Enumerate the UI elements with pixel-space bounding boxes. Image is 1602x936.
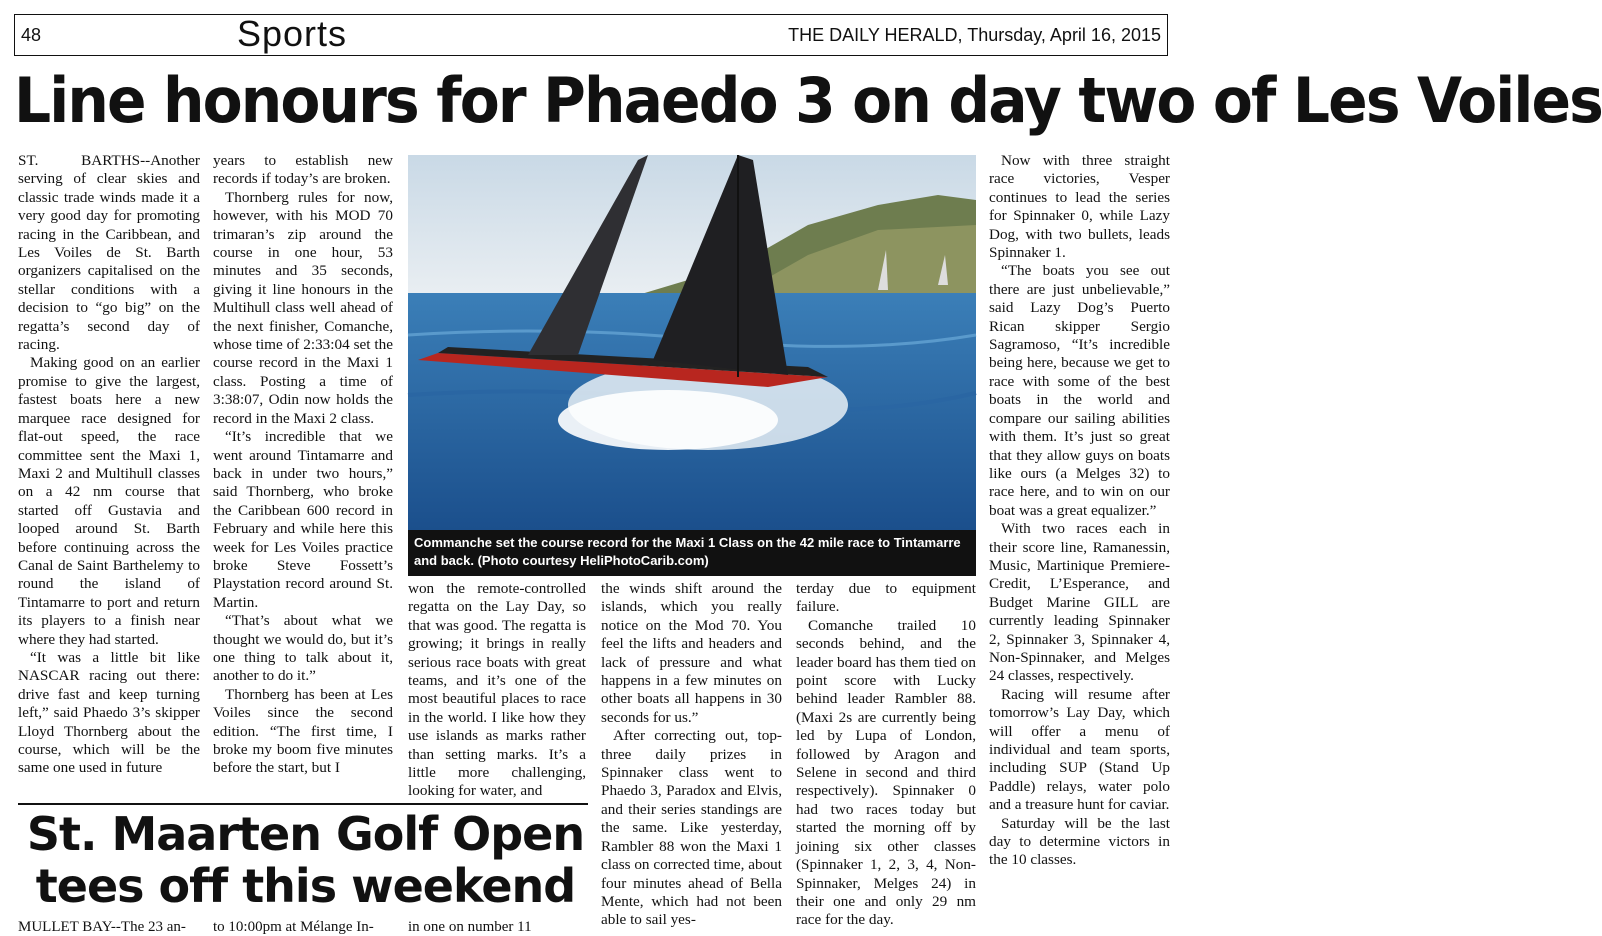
paragraph: “It was a little bit like NASCAR racing out there: drive fast and keep turning left,” said Phaedo 3’s skipper Lloyd Thornberg about the course, which will be the same one used in future [18,648,200,777]
second-story-col-3: in one on number 11 [408,919,532,935]
paragraph: years to establish new records if today’s are broken. [213,152,393,188]
sailing-photo [408,155,976,530]
page-number: 48 [21,25,42,45]
paragraph: With two races each in their score line, Ramanessin, Music, Martinique Premiere-Credit, L’Esperance, and Budget Marine GILL are currently leading Spinnaker 2, Spinnaker 3, Spinnaker 4, Non-Spinnaker, and Melges 24 classes, respectively. [989,520,1170,685]
second-headline-line-1: St. Maarten Golf Open [26,807,585,861]
paragraph: After correcting out, top-three daily prizes in Spinnaker class went to Phaedo 3, Paradox and Elvis, and their series standings are the same. Like yesterday, Rambler 88 won the Maxi 1 class on corrected time, about four minutes ahead of Bella Mente, which had not been able to sail yes- [601,727,782,929]
paragraph: “It’s incredible that we went around Tintamarre and back in under two hours,” said Thornberg, who broke the Caribbean 600 record in February and while here this week for Les Voiles practice broke Steve Fossett’s Playstation record around St. Martin. [213,428,393,611]
paragraph: Saturday will be the last day to determine victors in the 10 classes. [989,814,1170,869]
article-column-2 [213,152,393,802]
story-divider [18,803,588,805]
second-headline-line-2: tees off this weekend [35,859,576,913]
article-column-4 [601,580,782,930]
paragraph: won the remote-controlled regatta on the Lay Day, so that was good. The regatta is growing; it brings in really serious race boats with great teams, and it’s one of the most beautiful places to race in the world. I like how they use islands as marks rather than setting marks. It’s a little more challenging, looking for water, and [408,580,586,800]
photo-illustration [408,155,976,530]
article-column-5 [796,580,976,930]
photo-caption: Commanche set the course record for the Maxi 1 Class on the 42 mile race to Tintamarre and back. (Photo courtesy HeliPhotoCarib.com) [408,530,976,576]
second-story-col-1: MULLET BAY--The 23 an- [18,919,186,935]
paragraph: Racing will resume after tomorrow’s Lay Day, which will offer a menu of individual and team sports, including SUP (Stand Up Paddle) relays, water polo and a treasure hunt for caviar. [989,685,1170,814]
second-story-col-2: to 10:00pm at Mélange In- [213,919,374,935]
paragraph: Now with three straight race victories, Vesper continues to lead the series for Spinnaker 0, while Lazy Dog, with two bullets, leads Spinnaker 1. [989,152,1170,262]
masthead [14,14,1168,56]
paragraph: terday due to equipment failure. [796,580,976,616]
paragraph: Thornberg has been at Les Voiles since the second edition. “The first time, I broke my boom five minutes before the start, but I [213,685,393,777]
paragraph: the winds shift around the islands, which you really notice on the Mod 70. You feel the lifts and headers and lack of pressure and what happens in a few minutes on other boats all happens in 30 seconds for us.” [601,580,782,726]
paragraph: “The boats you see out there are just unbelievable,” said Lazy Dog’s Puerto Rican skipper Sergio Sagramoso, “It’s incredible being here, because we get to race with some of the best boats in the world and compare our sailing abilities with them. It’s just so great that they allow guys on boats like ours (a Melges 32) to race here, and to win on our boat was a great equalizer.” [989,262,1170,519]
article-column-3 [408,580,586,805]
second-headline [18,808,593,912]
paragraph: Comanche trailed 10 seconds behind, and the leader board has them tied on point score with Lucky behind leader Rambler 88. (Maxi 2s are currently being led by Lupa of London, followed by Aragon and Selene in second and third respectively). Spinnaker 0 had two races today but started the morning off by joining six other classes (Spinnaker 1, 2, 3, 4, Non-Spinnaker, Melges 24) in their one and only 29 nm race for the day. [796,616,976,929]
paragraph: Thornberg rules for now, however, with his MOD 70 trimaran’s zip around the course in one hour, 53 minutes and 35 seconds, giving it line honours in the Multihull class well ahead of the next finisher, Comanche, whose time of 2:33:04 set the course record in the Maxi 1 class. Posting a time of 3:38:07, Odin now holds the record in the Maxi 2 class. [213,188,393,427]
paragraph: ST. BARTHS--Another serving of clear skies and classic trade winds made it a very good day for promoting racing in the Caribbean, and Les Voiles de St. Barth organizers capitalised on the stellar conditions with a decision to “go big” on the regatta’s second day of racing. [18,152,200,354]
dateline: THE DAILY HERALD, Thursday, April 16, 2015 [788,25,1161,45]
section-title: Sports [237,13,348,54]
main-headline: Line honours for Phaedo 3 on day two of Les Voiles [14,64,1602,137]
article-column-1 [18,152,200,802]
paragraph: “That’s about what we thought we would do, but it’s one thing to talk about it, another to do it.” [213,612,393,685]
article-column-6 [989,152,1170,927]
paragraph: Making good on an earlier promise to give the largest, fastest boats here a new marquee race designed for flat-out speed, the race committee sent the Maxi 1, Maxi 2 and Multihull classes on a 42 nm course that started off Gustavia and looped around St. Barth before continuing across the Canal de Saint Barthelemy to round the island of Tintamarre to port and return its players to a finish near where they had started. [18,354,200,648]
